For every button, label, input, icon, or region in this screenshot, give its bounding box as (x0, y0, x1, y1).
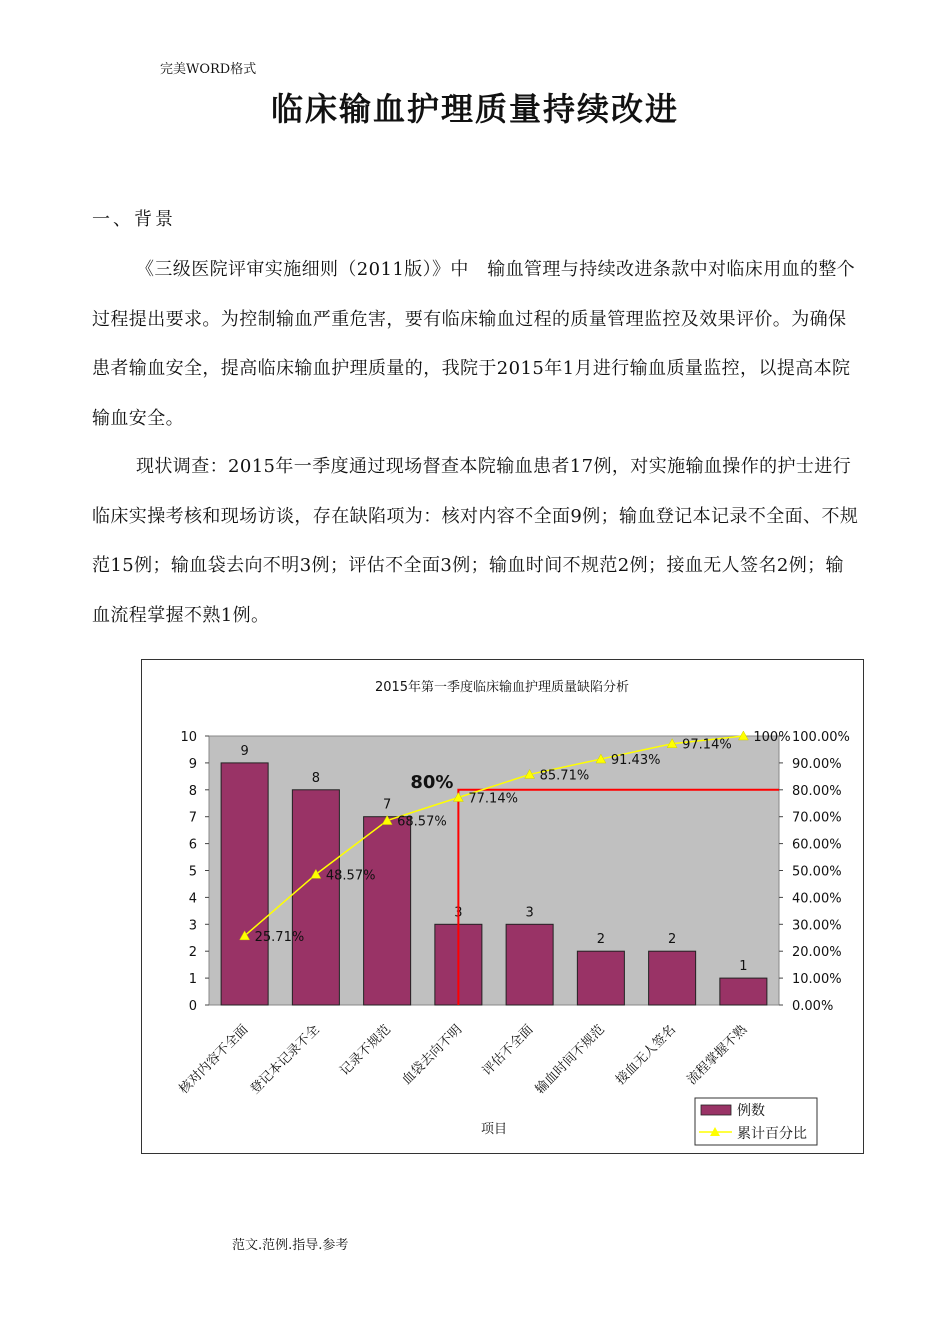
section-heading-background: 一、背景 (92, 209, 176, 230)
cumulative-percent-label: 48.57% (325, 868, 376, 884)
legend-swatch-bar (701, 1105, 731, 1115)
y-tick-label: 9 (188, 756, 197, 772)
chart-title: 2015年第一季度临床输血护理质量缺陷分析 (374, 680, 630, 695)
x-category-label: 接血无人签名 (613, 1022, 679, 1088)
cumulative-percent-label: 25.71% (254, 929, 305, 945)
pareto-chart-svg (142, 660, 863, 1153)
page-header: 完美WORD格式 (160, 62, 257, 77)
y2-tick-label: 100.00% (792, 730, 850, 745)
y2-tick-label: 40.00% (792, 891, 842, 907)
x-category-label: 记录不规范 (337, 1022, 394, 1079)
y2-tick-label: 80.00% (792, 783, 842, 799)
bar (720, 978, 767, 1005)
paragraph-survey-text: 现状调查：2015年一季度通过现场督查本院输血患者17例，对实施输血操作的护士进行临床实操考核和现场访谈，存在缺陷项为：核对内容不全面9例；输血登记本记录不全面、不规范15例；输血袋去向不明3例；评估不全面3例；输血时间不规范2例；接血无人签名2例；输血流程掌握不熟1例。 (92, 456, 859, 626)
bar-value-label: 2 (596, 932, 606, 948)
y2-tick-label: 30.00% (792, 918, 842, 934)
x-category-label: 评估不全面 (479, 1022, 537, 1079)
paragraph-survey (92, 442, 862, 640)
cumulative-percent-label: 77.14% (468, 791, 518, 807)
y-tick-label: 4 (188, 891, 197, 907)
bar-value-label: 3 (454, 905, 463, 921)
x-category-label: 流程掌握不熟 (684, 1022, 751, 1088)
bar (649, 951, 696, 1005)
y-tick-label: 7 (188, 810, 197, 826)
bar (506, 924, 553, 1005)
bar-value-label: 8 (311, 770, 321, 786)
paragraph-background-text: 《三级医院评审实施细则（2011版）》中 输血管理与持续改进条款中对临床用血的整个过程提出要求。为控制输血严重危害，要有临床输血过程的质量管理监控及效果评价。为确保患者输血安全，提高临床输血护理质量的，我院于2015年1月进行输血质量监控，以提高本院输血安全。 (92, 259, 856, 429)
bar (364, 817, 411, 1005)
paragraph-background (92, 245, 862, 443)
y2-tick-label: 0.00% (792, 999, 834, 1014)
bar-value-label: 7 (382, 797, 392, 813)
y-tick-label: 0 (188, 999, 197, 1014)
y2-tick-label: 50.00% (792, 864, 842, 880)
pareto-chart (141, 659, 864, 1154)
cumulative-percent-label: 85.71% (539, 768, 590, 784)
document-title: 临床输血护理质量持续改进 (270, 90, 679, 128)
bar (292, 790, 339, 1005)
y2-tick-label: 20.00% (792, 945, 842, 961)
x-category-label: 血袋去向不明 (399, 1022, 466, 1088)
cumulative-percent-label: 91.43% (610, 753, 661, 769)
page-footer: 范文.范例.指导.参考 (232, 1238, 349, 1253)
bar-value-label: 2 (667, 932, 677, 948)
y-tick-label: 6 (188, 837, 197, 853)
x-axis-label: 项目 (480, 1122, 508, 1137)
y-tick-label: 2 (188, 945, 197, 961)
y-tick-label: 3 (188, 918, 197, 934)
y2-tick-label: 90.00% (792, 756, 842, 772)
bar-value-label: 3 (525, 905, 534, 921)
y-tick-label: 10 (180, 730, 197, 745)
bar-value-label: 1 (739, 959, 748, 975)
y2-tick-label: 10.00% (792, 972, 842, 988)
y-tick-label: 8 (188, 783, 197, 799)
x-category-label: 登记本记录不全 (247, 1022, 323, 1098)
x-category-label: 输血时间不规范 (532, 1022, 608, 1098)
y-tick-label: 1 (188, 972, 197, 988)
bar (577, 951, 624, 1005)
y-tick-label: 5 (188, 864, 197, 880)
bar (221, 763, 268, 1005)
x-category-label: 核对内容不全面 (176, 1022, 252, 1098)
legend-label-line: 累计百分比 (737, 1126, 807, 1142)
cumulative-percent-label: 100% (753, 730, 791, 745)
threshold-label: 80% (410, 771, 454, 793)
cumulative-percent-label: 97.14% (682, 737, 732, 753)
y2-tick-label: 70.00% (792, 810, 842, 826)
cumulative-percent-label: 68.57% (397, 814, 447, 830)
y2-tick-label: 60.00% (792, 837, 842, 853)
bar-value-label: 9 (240, 743, 249, 759)
legend-label-bar: 例数 (737, 1103, 765, 1119)
